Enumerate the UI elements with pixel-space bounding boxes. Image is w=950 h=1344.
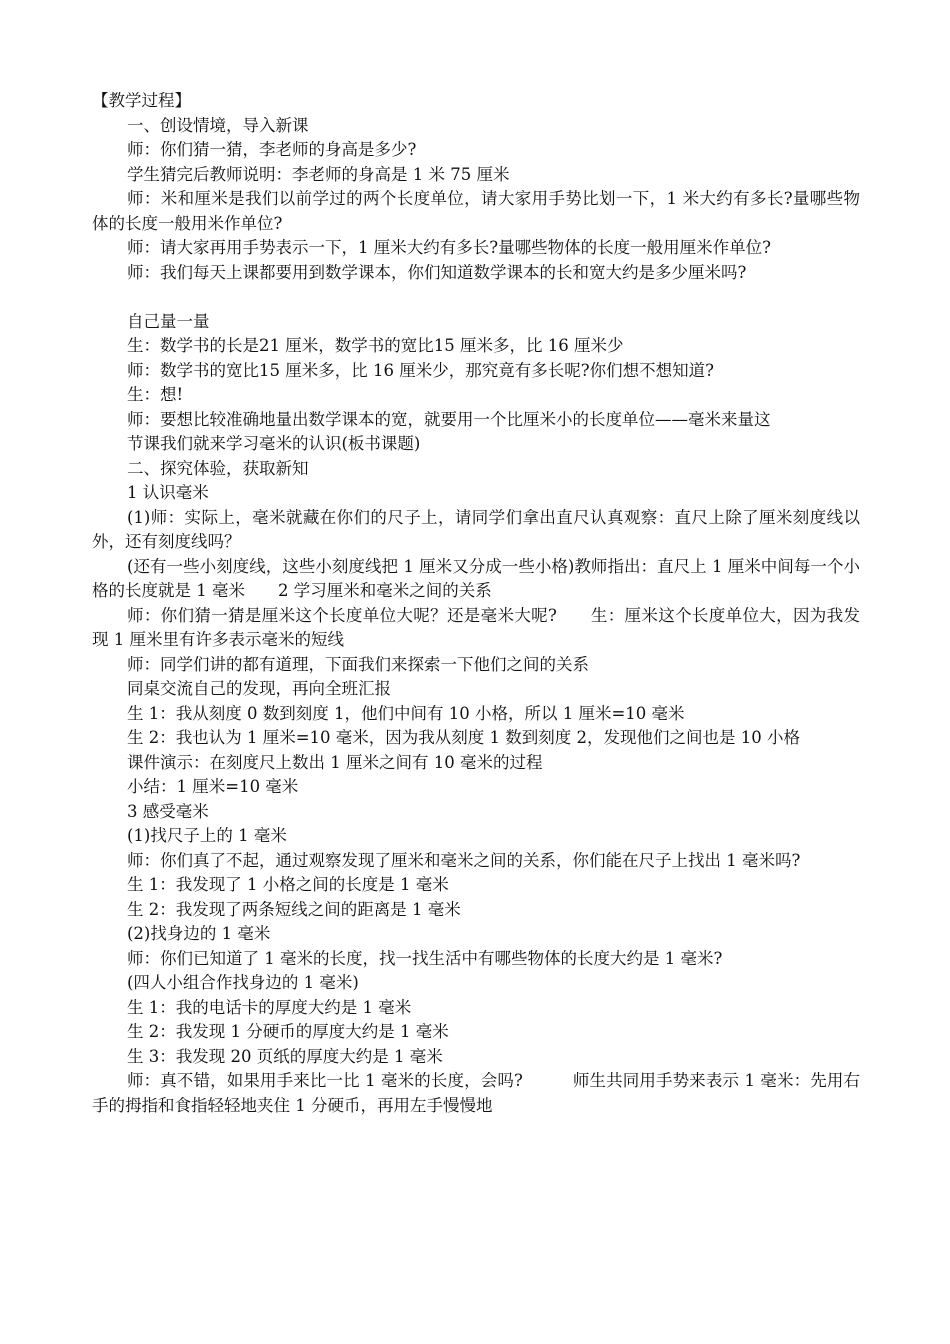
paragraph: 小结：1 厘米=10 毫米 (127, 777, 299, 796)
paragraph: 生 2：我也认为 1 厘米=10 毫米，因为我从刻度 1 数到刻度 2，发现他们之间也是 10 小格 (127, 728, 801, 747)
paragraph: 同桌交流自己的发现，再向全班汇报 (127, 679, 391, 698)
paragraph: (四人小组合作找身边的 1 毫米) (127, 973, 359, 992)
paragraph: 师：同学们讲的都有道理，下面我们来探索一下他们之间的关系 (127, 654, 589, 674)
paragraph: 师：你们猜一猜，李老师的身高是多少? (127, 140, 417, 159)
document-body (92, 89, 860, 1118)
paragraph: (2)找身边的 1 毫米 (127, 924, 271, 943)
paragraph: 师：数学书的宽比15 厘米多，比 16 厘米少，那究竟有多长呢?你们想不想知道? (127, 360, 714, 380)
paragraph: 3 感受毫米 (127, 801, 209, 821)
paragraph: (1)师：实际上，毫米就藏在你们的尺子上，请同学们拿出直尺认真观察：直尺上除了厘米刻度线以外，还有刻度线吗？ (92, 507, 860, 551)
paragraph: 师：你们真了不起，通过观察发现了厘米和毫米之间的关系，你们能在尺子上找出 1 毫米吗? (127, 850, 801, 870)
paragraph: 生 2：我发现 1 分硬币的厚度大约是 1 毫米 (127, 1022, 449, 1041)
paragraph: 自己量一量 (127, 311, 210, 331)
section-heading: 【教学过程】 (92, 91, 191, 110)
paragraph: 师：真不错，如果用手来比一比 1 毫米的长度，会吗? 师生共同用手势来表示 1 毫米：先用右手的拇指和食指轻轻地夹住 1 分硬币，再用左手慢慢地 (92, 1071, 860, 1115)
paragraph: 课件演示：在刻度尺上数出 1 厘米之间有 10 毫米的过程 (127, 752, 543, 772)
paragraph: 师：你们猜一猜是厘米这个长度单位大呢？还是毫米大呢? 生：厘米这个长度单位大，因为我发现 1 厘米里有许多表示毫米的短线 (92, 605, 860, 649)
paragraph: (还有一些小刻度线，这些小刻度线把 1 厘米又分成一些小格)教师指出：直尺上 1 厘米中间每一个小格的长度就是 1 毫米 2 学习厘米和毫米之间的关系 (92, 556, 860, 600)
paragraph: 师：我们每天上课都要用到数学课本，你们知道数学课本的长和宽大约是多少厘米吗? (127, 262, 747, 282)
paragraph: (1)找尺子上的 1 毫米 (127, 826, 287, 845)
paragraph: 生：想! (127, 385, 184, 404)
paragraph: 生 3：我发现 20 页纸的厚度大约是 1 毫米 (127, 1046, 443, 1066)
paragraph: 师：米和厘米是我们以前学过的两个长度单位，请大家用手势比划一下，1 米大约有多长?量哪些物体的长度一般用米作单位? (92, 189, 860, 233)
paragraph: 学生猜完后教师说明：李老师的身高是 1 米 75 厘米 (127, 164, 510, 184)
paragraph: 生 1：我发现了 1 小格之间的长度是 1 毫米 (127, 875, 449, 894)
paragraph: 师：要想比较准确地量出数学课本的宽，就要用一个比厘米小的长度单位——毫米来量这 (127, 409, 771, 429)
paragraph: 节课我们就来学习毫米的认识(板书课题) (127, 434, 421, 453)
paragraph: 二、探究体验，获取新知 (127, 458, 309, 478)
paragraph: 生 1：我的电话卡的厚度大约是 1 毫米 (127, 997, 412, 1017)
paragraph: 生 1：我从刻度 0 数到刻度 1，他们中间有 10 小格，所以 1 厘米=10 毫米 (127, 703, 685, 723)
paragraph: 一、创设情境，导入新课 (127, 115, 309, 135)
paragraph: 生 2：我发现了两条短线之间的距离是 1 毫米 (127, 899, 461, 919)
paragraph: 1 认识毫米 (127, 483, 209, 502)
paragraph: 生：数学书的长是21 厘米，数学书的宽比15 厘米多，比 16 厘米少 (127, 336, 624, 355)
paragraph: 师：你们已知道了 1 毫米的长度，找一找生活中有哪些物体的长度大约是 1 毫米? (127, 948, 723, 968)
paragraph: 师：请大家再用手势表示一下，1 厘米大约有多长?量哪些物体的长度一般用厘米作单位? (127, 238, 771, 257)
